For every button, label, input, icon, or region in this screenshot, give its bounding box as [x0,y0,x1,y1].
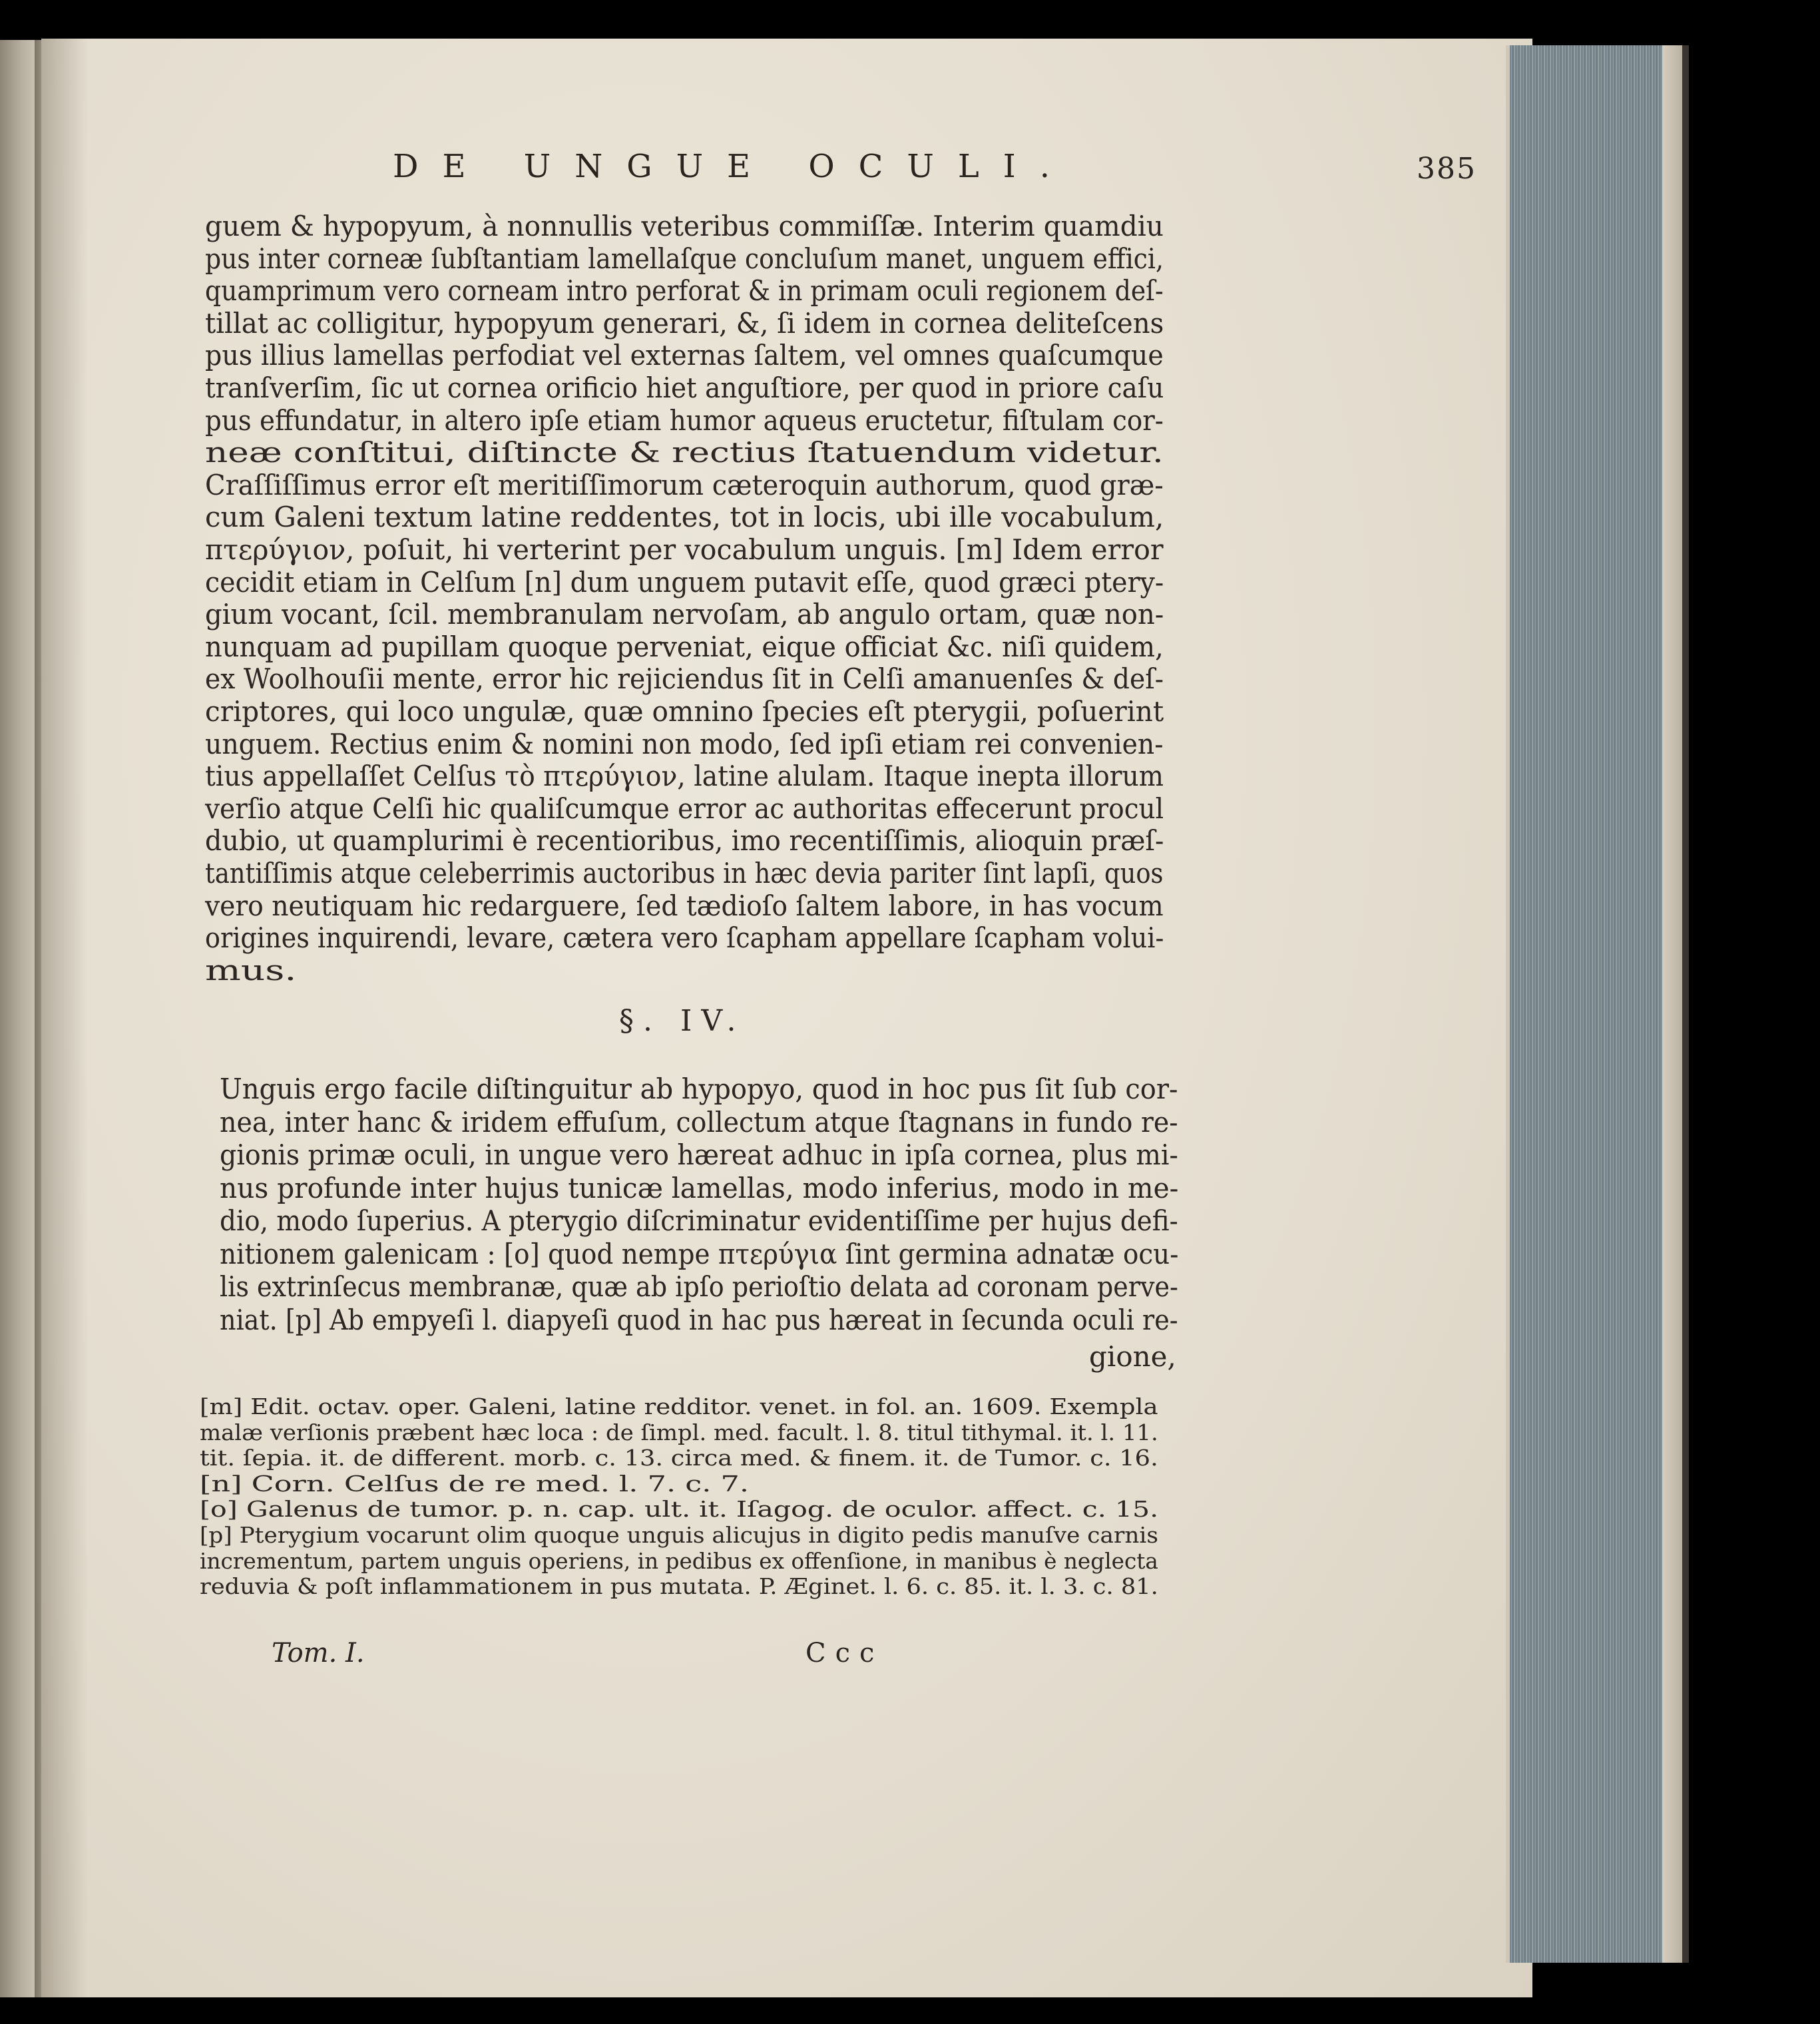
body-line: tius appellaſſet Celſus τὸ πτερύγιον, latine alulam. Itaque inepta illorum [205,760,1164,793]
footnotes-line: reduvia & poſt inflammationem in pus mutata. P. Æginet. l. 6. c. 85. it. l. 3. c. 81. [200,1573,1158,1600]
body-line: vero neutiquam hic redarguere, ſed tædioſo ſaltem labore, in has vocum [205,889,1164,922]
footnotes-line: tit. ſepia. it. de different. morb. c. 13. circa med. & finem. it. de Tumor. c. 16. [200,1445,1158,1471]
body-line: neæ conſtitui, diſtincte & rectius ſtatuendum videtur. [205,436,1164,469]
body-line: ex Woolhouſii mente, error hic rejiciendus ſit in Celſi amanuenſes & deſ- [205,662,1164,696]
catchword: gione, [1089,1340,1176,1373]
footnotes-line: [p] Pterygium vocarunt olim quoque unguis alicujus in digito pedis manuſve carnis [200,1522,1158,1548]
body-line: tantiſſimis atque celeberrimis auctoribus in hæc devia pariter ſint lapſi, quos [205,857,1164,889]
body-line: πτερύγιον, poſuit, hi verterint per vocabulum unguis. [m] Idem error [205,533,1164,566]
cover-edge [1682,45,1689,1963]
section_body-line: nus profunde inter hujus tunicæ lamellas, modo inferius, modo in me- [220,1171,1179,1204]
body-line: verſio atque Celſi hic qualiſcumque error ac authoritas effecerunt procul [205,792,1164,825]
body-line: nunquam ad pupillam quoque perveniat, eique officiat &c. niſi quidem, [205,630,1164,663]
body-line: pus effundatur, in altero ipſe etiam humor aqueus eructetur, fiſtulam cor- [205,403,1164,437]
section_body-line: niat. [p] Ab empyeſi l. diapyeſi quod in hac pus hæreat in ſecunda oculi re- [220,1303,1178,1336]
body-line: gium vocant, ſcil. membranulam nervoſam, ab angulo ortam, quæ non- [205,598,1164,631]
page-number: 385 [1417,152,1477,186]
body-line: quamprimum vero corneam intro perforat & in primam oculi regionem deſ- [205,274,1164,308]
body-line: origines inquirendi, levare, cætera vero ſcapham appellare ſcapham volui- [205,921,1164,955]
body-line: cum Galeni textum latine reddentes, tot in locis, ubi ille vocabulum, [205,501,1164,534]
body-line: tranſverſim, ſic ut cornea orificio hiet anguſtiore, per quod in priore caſu [205,372,1164,404]
body-line: mus. [205,953,297,987]
body-line: pus inter corneæ ſubſtantiam lamellaſque concluſum manet, unguem effici, [205,242,1164,275]
body-line: Craſſiſſimus error eſt meritiſſimorum cæteroquin authorum, quod græ- [205,468,1164,501]
body-line: tillat ac colligitur, hypopyum generari, &, ſi idem in cornea deliteſcens [205,306,1164,340]
section-heading: §. IV. [619,1004,746,1038]
body-line: guem & hypopyum, à nonnullis veteribus commiſſæ. Interim quamdiu [205,210,1164,242]
footnotes-line: [n] Corn. Celſus de re med. l. 7. c. 7. [200,1470,750,1497]
section_body-line: nitionem galenicam : [o] quod nempe πτερύγια ſint germina adnatæ ocu- [220,1237,1179,1270]
spine-shadow [41,39,88,1997]
footnotes-line: [m] Edit. octav. oper. Galeni, latine redditor. venet. in fol. an. 1609. Exempla [200,1393,1158,1419]
section_body-line: gionis primæ oculi, in ungue vero hæreat adhuc in ipſa cornea, plus mi- [220,1138,1178,1171]
body-line: unguem. Rectius enim & nomini non modo, ſed ipſi etiam rei convenien- [205,727,1164,760]
body-line: cecidit etiam in Celſum [n] dum unguem putavit eſſe, quod græci ptery- [205,565,1164,599]
running-title: DE UNGUE OCULI. [393,148,1074,185]
section_body-line: lis extrinſecus membranæ, quæ ab ipſo perioſtio delata ad coronam perve- [220,1270,1178,1303]
body-line: pus illius lamellas perfodiat vel externas ſaltem, vel omnes quaſcumque [205,339,1164,372]
footnotes-line: [o] Galenus de tumor. p. n. cap. ult. it. Iſagog. de oculor. affect. c. 15. [200,1496,1159,1523]
footnotes-line: malæ verſionis præbent hæc loca : de ſimpl. med. facult. l. 8. titul tithymal. it. l. 11. [200,1419,1158,1445]
footnotes-line: incrementum, partem unguis operiens, in pedibus ex offenſione, in manibus è neglecta [200,1547,1158,1574]
signature-mark: Ccc [805,1638,884,1668]
section_body-line: dio, modo ſuperius. A pterygio diſcriminatur evidentiſſime per hujus defi- [220,1204,1178,1237]
section_body-line: nea, inter hanc & iridem effuſum, collectum atque ſtagnans in fundo re- [220,1105,1178,1138]
volume-label: Tom. I. [272,1638,365,1668]
page-block-edge-highlight [1662,45,1682,1963]
page-block-edges [1506,45,1666,1963]
section_body-line: Unguis ergo facile diſtinguitur ab hypopyo, quod in hoc pus ſit ſub cor- [220,1073,1178,1105]
body-line: criptores, qui loco ungulæ, quæ omnino ſpecies eſt pterygii, poſuerint [205,695,1164,728]
body-line: dubio, ut quamplurimi è recentioribus, imo recentiſſimis, alioquin præſ- [205,824,1164,858]
